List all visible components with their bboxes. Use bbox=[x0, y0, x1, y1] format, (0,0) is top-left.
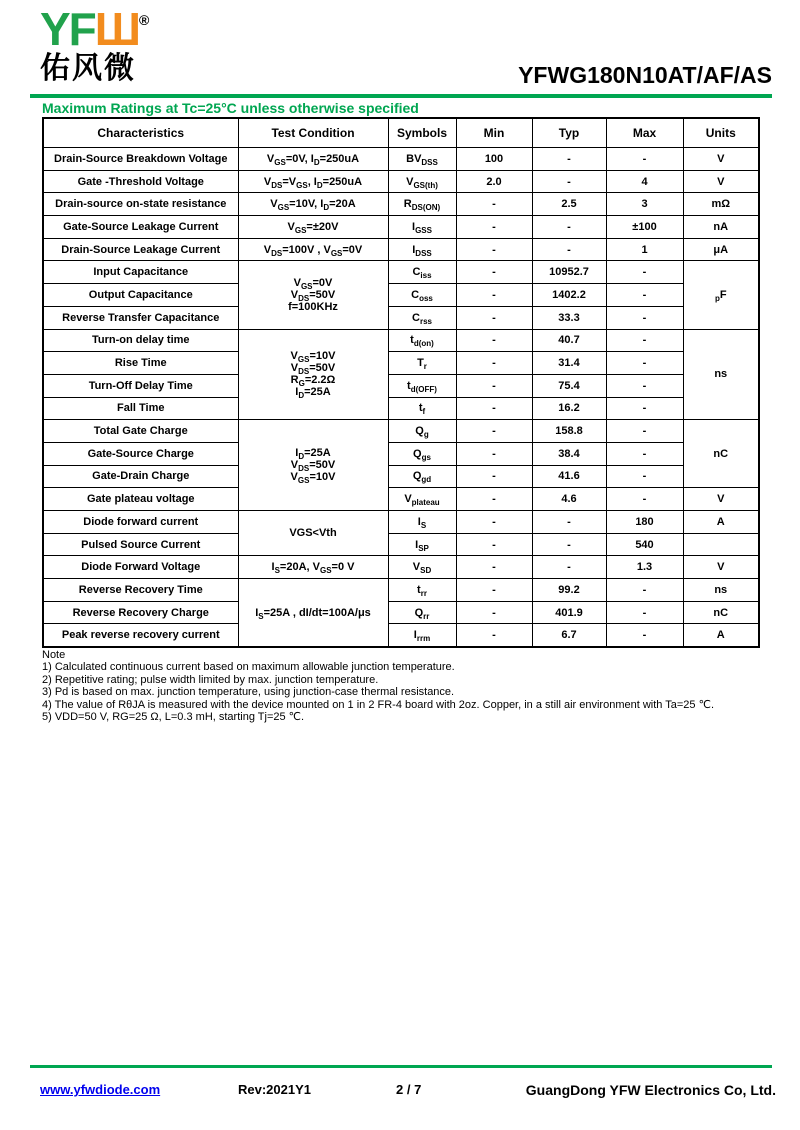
col-header-typ: Typ bbox=[532, 118, 606, 148]
characteristic-cell: Pulsed Source Current bbox=[43, 533, 238, 556]
table-row bbox=[43, 170, 759, 193]
min-cell: - bbox=[456, 601, 532, 624]
max-cell: - bbox=[606, 624, 683, 647]
table-row bbox=[43, 533, 759, 556]
footer-divider-line bbox=[30, 1065, 772, 1068]
characteristic-cell: Reverse Recovery Charge bbox=[43, 601, 238, 624]
min-cell: - bbox=[456, 465, 532, 488]
min-cell: - bbox=[456, 556, 532, 579]
typ-cell: 10952.7 bbox=[532, 261, 606, 284]
min-cell: - bbox=[456, 238, 532, 261]
typ-cell: - bbox=[532, 556, 606, 579]
characteristic-cell: Gate -Threshold Voltage bbox=[43, 170, 238, 193]
col-header-max: Max bbox=[606, 118, 683, 148]
characteristic-cell: Drain-Source Breakdown Voltage bbox=[43, 148, 238, 171]
note-item: 1) Calculated continuous current based on maximum allowable junction temperature. bbox=[42, 661, 455, 674]
symbol-cell: $R_{DS(ON)}$ bbox=[388, 193, 456, 216]
note-item: 3) Pd is based on max. junction temperature, using junction-case thermal resistance. bbox=[42, 686, 455, 699]
table-row bbox=[43, 397, 759, 420]
characteristic-cell: Drain-Source Leakage Current bbox=[43, 238, 238, 261]
col-header-test-condition: Test Condition bbox=[238, 118, 388, 148]
units-cell: ns bbox=[683, 579, 759, 602]
max-cell: - bbox=[606, 465, 683, 488]
min-cell: - bbox=[456, 193, 532, 216]
table-row bbox=[43, 352, 759, 375]
min-cell: - bbox=[456, 329, 532, 352]
test-condition-cell: $I_D=25A$ $V_{DS}=50V$ $V_{GS}=10V$ bbox=[238, 420, 388, 511]
test-condition-cell: $V_{GS}=\pm 20V$ bbox=[238, 216, 388, 239]
symbol-cell: $I_{rrm}$ bbox=[388, 624, 456, 647]
units-cell: A bbox=[683, 624, 759, 647]
table-row bbox=[43, 579, 759, 602]
min-cell: - bbox=[456, 579, 532, 602]
min-cell: 2.0 bbox=[456, 170, 532, 193]
footer bbox=[0, 1082, 800, 1106]
min-cell: - bbox=[456, 511, 532, 534]
typ-cell: 2.5 bbox=[532, 193, 606, 216]
units-cell: $_p$F bbox=[683, 261, 759, 329]
characteristic-cell: Output Capacitance bbox=[43, 284, 238, 307]
max-cell: ±100 bbox=[606, 216, 683, 239]
max-cell: - bbox=[606, 374, 683, 397]
typ-cell: - bbox=[532, 511, 606, 534]
test-condition-cell: VGS<Vth bbox=[238, 511, 388, 556]
units-cell: V bbox=[683, 488, 759, 511]
symbol-cell: $V_{SD}$ bbox=[388, 556, 456, 579]
typ-cell: - bbox=[532, 148, 606, 171]
table-row bbox=[43, 238, 759, 261]
max-cell: 180 bbox=[606, 511, 683, 534]
symbol-cell: $t_{d(OFF)}$ bbox=[388, 374, 456, 397]
brand-logo-yf: YF bbox=[40, 3, 95, 55]
max-cell: - bbox=[606, 261, 683, 284]
typ-cell: 6.7 bbox=[532, 624, 606, 647]
characteristic-cell: Turn-on delay time bbox=[43, 329, 238, 352]
symbol-cell: $Q_{gs}$ bbox=[388, 442, 456, 465]
max-cell: - bbox=[606, 397, 683, 420]
symbol-cell: $I_{SP}$ bbox=[388, 533, 456, 556]
table-row bbox=[43, 601, 759, 624]
units-cell: V bbox=[683, 556, 759, 579]
min-cell: - bbox=[456, 352, 532, 375]
typ-cell: 75.4 bbox=[532, 374, 606, 397]
min-cell: - bbox=[456, 306, 532, 329]
table-row bbox=[43, 624, 759, 647]
characteristic-cell: Diode forward current bbox=[43, 511, 238, 534]
units-cell bbox=[683, 533, 759, 556]
symbol-cell: $Q_{gd}$ bbox=[388, 465, 456, 488]
table-header bbox=[43, 118, 759, 148]
min-cell: - bbox=[456, 420, 532, 443]
table-row bbox=[43, 465, 759, 488]
ratings-table-body bbox=[43, 148, 759, 648]
min-cell: - bbox=[456, 261, 532, 284]
test-condition-cell: $V_{DS}=100V$ , $V_{GS}=0V$ bbox=[238, 238, 388, 261]
test-condition-cell: $V_{GS}=10V$ $V_{DS}=50V$ $R_G=2.2\Omega$ $I_D=25A$ bbox=[238, 329, 388, 420]
characteristic-cell: Gate plateau voltage bbox=[43, 488, 238, 511]
characteristic-cell: Turn-Off Delay Time bbox=[43, 374, 238, 397]
table-row bbox=[43, 148, 759, 171]
min-cell: - bbox=[456, 624, 532, 647]
typ-cell: 40.7 bbox=[532, 329, 606, 352]
table-row bbox=[43, 511, 759, 534]
min-cell: - bbox=[456, 488, 532, 511]
typ-cell: 31.4 bbox=[532, 352, 606, 375]
max-cell: - bbox=[606, 420, 683, 443]
test-condition-cell: $V_{GS}=0V$ $V_{DS}=50V$ f=100KHz bbox=[238, 261, 388, 329]
symbol-cell: $Q_{rr}$ bbox=[388, 601, 456, 624]
min-cell: - bbox=[456, 216, 532, 239]
units-cell: nC bbox=[683, 420, 759, 488]
col-header-symbols: Symbols bbox=[388, 118, 456, 148]
max-cell: 3 bbox=[606, 193, 683, 216]
notes-label: Note bbox=[42, 649, 66, 661]
table-row bbox=[43, 420, 759, 443]
brand-logo-w-icon: Ш bbox=[94, 3, 140, 55]
characteristic-cell: Reverse Recovery Time bbox=[43, 579, 238, 602]
max-cell: - bbox=[606, 329, 683, 352]
maximum-ratings-table bbox=[42, 117, 760, 648]
min-cell: - bbox=[456, 397, 532, 420]
website-link[interactable]: www.yfwdiode.com bbox=[40, 1082, 161, 1097]
table-row bbox=[43, 261, 759, 284]
table-row bbox=[43, 488, 759, 511]
part-number: YFWG180N10AT/AF/AS bbox=[518, 62, 772, 88]
max-cell: - bbox=[606, 306, 683, 329]
symbol-cell: $t_f$ bbox=[388, 397, 456, 420]
table-row bbox=[43, 374, 759, 397]
typ-cell: 99.2 bbox=[532, 579, 606, 602]
typ-cell: 1402.2 bbox=[532, 284, 606, 307]
typ-cell: 158.8 bbox=[532, 420, 606, 443]
characteristic-cell: Input Capacitance bbox=[43, 261, 238, 284]
max-cell: - bbox=[606, 579, 683, 602]
symbol-cell: $V_{GS(th)}$ bbox=[388, 170, 456, 193]
revision-label: Rev:2021Y1 bbox=[238, 1082, 311, 1097]
typ-cell: - bbox=[532, 533, 606, 556]
units-cell: V bbox=[683, 148, 759, 171]
test-condition-cell: $V_{GS}=10V$, $I_D=20A$ bbox=[238, 193, 388, 216]
col-header-characteristics: Characteristics bbox=[43, 118, 238, 148]
table-row bbox=[43, 329, 759, 352]
typ-cell: 16.2 bbox=[532, 397, 606, 420]
test-condition-cell: $V_{DS}=V_{GS}$, $I_D=250uA$ bbox=[238, 170, 388, 193]
max-cell: - bbox=[606, 442, 683, 465]
max-cell: 1 bbox=[606, 238, 683, 261]
col-header-min: Min bbox=[456, 118, 532, 148]
symbol-cell: $t_{rr}$ bbox=[388, 579, 456, 602]
table-row bbox=[43, 216, 759, 239]
symbol-cell: $V_{plateau}$ bbox=[388, 488, 456, 511]
units-cell: A bbox=[683, 511, 759, 534]
units-cell: μA bbox=[683, 238, 759, 261]
characteristic-cell: Diode Forward Voltage bbox=[43, 556, 238, 579]
note-item: 5) VDD=50 V, RG=25 Ω, L=0.3 mH, starting Tj=25 ℃. bbox=[42, 711, 305, 724]
characteristic-cell: Gate-Source Charge bbox=[43, 442, 238, 465]
table-row bbox=[43, 193, 759, 216]
symbol-cell: $I_S$ bbox=[388, 511, 456, 534]
header-divider-line bbox=[30, 94, 772, 98]
notes-section bbox=[42, 649, 714, 723]
brand-logo bbox=[40, 3, 150, 85]
table-row bbox=[43, 284, 759, 307]
typ-cell: - bbox=[532, 170, 606, 193]
note-item: 2) Repetitive rating; pulse width limited by max. junction temperature. bbox=[42, 673, 379, 686]
min-cell: - bbox=[456, 533, 532, 556]
max-cell: 1.3 bbox=[606, 556, 683, 579]
max-cell: - bbox=[606, 284, 683, 307]
symbol-cell: $I_{DSS}$ bbox=[388, 238, 456, 261]
test-condition-cell: $I_S=25A$ , dI/dt=100A/μs bbox=[238, 579, 388, 648]
characteristic-cell: Reverse Transfer Capacitance bbox=[43, 306, 238, 329]
units-cell: V bbox=[683, 170, 759, 193]
table-row bbox=[43, 442, 759, 465]
min-cell: 100 bbox=[456, 148, 532, 171]
symbol-cell: $C_{iss}$ bbox=[388, 261, 456, 284]
min-cell: - bbox=[456, 374, 532, 397]
typ-cell: - bbox=[532, 216, 606, 239]
typ-cell: 4.6 bbox=[532, 488, 606, 511]
symbol-cell: $I_{GSS}$ bbox=[388, 216, 456, 239]
characteristic-cell: Peak reverse recovery current bbox=[43, 624, 238, 647]
characteristic-cell: Drain-source on-state resistance bbox=[43, 193, 238, 216]
min-cell: - bbox=[456, 442, 532, 465]
max-cell: 540 bbox=[606, 533, 683, 556]
max-cell: 4 bbox=[606, 170, 683, 193]
units-cell: mΩ bbox=[683, 193, 759, 216]
units-cell: ns bbox=[683, 329, 759, 420]
characteristic-cell: Total Gate Charge bbox=[43, 420, 238, 443]
max-cell: - bbox=[606, 488, 683, 511]
units-cell: nA bbox=[683, 216, 759, 239]
characteristic-cell: Rise Time bbox=[43, 352, 238, 375]
test-condition-cell: $I_S=20A$, $V_{GS}=0$ V bbox=[238, 556, 388, 579]
table-row bbox=[43, 556, 759, 579]
company-name: GuangDong YFW Electronics Co, Ltd. bbox=[525, 1082, 776, 1098]
test-condition-cell: $V_{GS}=0V$, $I_D=250uA$ bbox=[238, 148, 388, 171]
registered-trademark-icon: ® bbox=[139, 12, 150, 28]
table-header-row bbox=[43, 118, 759, 148]
symbol-cell: $C_{rss}$ bbox=[388, 306, 456, 329]
typ-cell: 401.9 bbox=[532, 601, 606, 624]
note-item: 4) The value of RθJA is measured with the device mounted on 1 in 2 FR-4 board with 2oz. Copper, in a still air environment with Ta=25 ℃. bbox=[42, 698, 714, 711]
units-cell: nC bbox=[683, 601, 759, 624]
characteristic-cell: Gate-Drain Charge bbox=[43, 465, 238, 488]
brand-chinese-name: 佑风微 bbox=[40, 52, 136, 85]
col-header-units: Units bbox=[683, 118, 759, 148]
section-title: Maximum Ratings at Tc=25°C unless otherwise specified bbox=[42, 100, 419, 116]
table-row bbox=[43, 306, 759, 329]
max-cell: - bbox=[606, 352, 683, 375]
symbol-cell: $Q_g$ bbox=[388, 420, 456, 443]
typ-cell: - bbox=[532, 238, 606, 261]
max-cell: - bbox=[606, 601, 683, 624]
max-cell: - bbox=[606, 148, 683, 171]
symbol-cell: $C_{oss}$ bbox=[388, 284, 456, 307]
typ-cell: 33.3 bbox=[532, 306, 606, 329]
typ-cell: 38.4 bbox=[532, 442, 606, 465]
characteristic-cell: Fall Time bbox=[43, 397, 238, 420]
symbol-cell: $BV_{DSS}$ bbox=[388, 148, 456, 171]
typ-cell: 41.6 bbox=[532, 465, 606, 488]
symbol-cell: $T_r$ bbox=[388, 352, 456, 375]
brand-logo-text bbox=[40, 3, 150, 55]
page-number: 2 / 7 bbox=[396, 1082, 422, 1097]
min-cell: - bbox=[456, 284, 532, 307]
characteristic-cell: Gate-Source Leakage Current bbox=[43, 216, 238, 239]
symbol-cell: $t_{d(on)}$ bbox=[388, 329, 456, 352]
